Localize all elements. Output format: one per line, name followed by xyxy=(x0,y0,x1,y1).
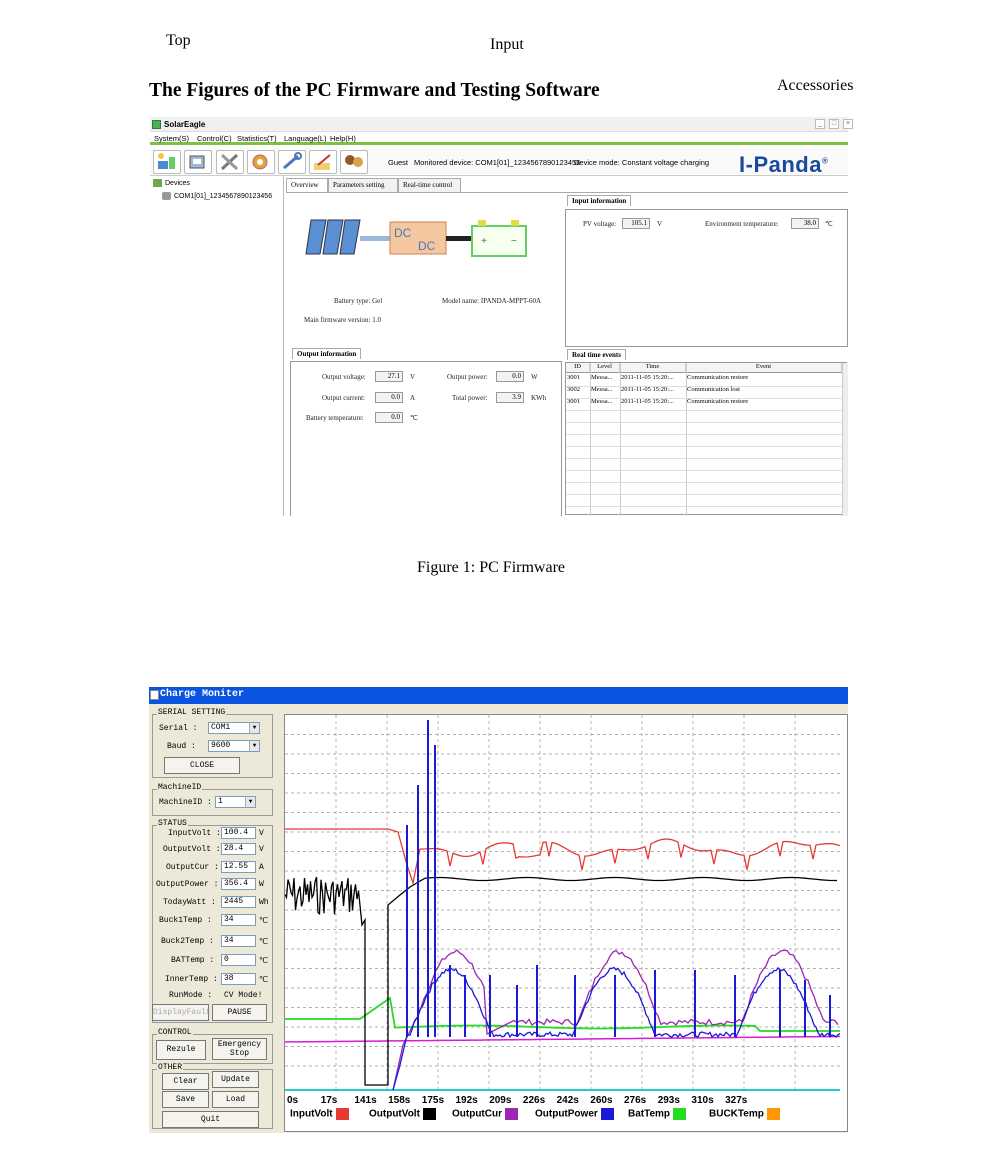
x-tick-label: 226s xyxy=(522,1095,546,1106)
menu-control[interactable]: Control(C) xyxy=(197,134,232,143)
x-tick-label: 192s xyxy=(455,1095,478,1106)
legend-outputcur-swatch xyxy=(505,1108,518,1120)
system-diagram xyxy=(306,212,546,267)
maximize-icon[interactable]: □ xyxy=(829,119,839,129)
baud-label: Baud : xyxy=(167,742,196,751)
pv-voltage-value: 105.1 xyxy=(622,218,650,229)
legend-inputvolt-label: InputVolt xyxy=(290,1108,333,1120)
status-label-todaywatt: TodayWatt : xyxy=(163,898,216,907)
tab-real-time-control[interactable]: Real-time control xyxy=(398,178,461,192)
legend-outputvolt-swatch xyxy=(423,1108,436,1120)
event-row-3-id: 3001 xyxy=(567,398,580,405)
output-voltage-label: Output voltage: xyxy=(322,373,366,381)
baud-select-value: 9600 xyxy=(211,741,231,750)
event-row-3-level: Messa... xyxy=(591,398,613,405)
status-label-innertemp: InnerTemp : xyxy=(165,975,218,984)
events-col-time[interactable]: Time xyxy=(620,363,686,373)
accessories-link[interactable]: Accessories xyxy=(777,77,854,94)
legend-battemp-swatch xyxy=(673,1108,686,1120)
status-label-outputvolt: OutputVolt : xyxy=(163,845,221,854)
figure1-caption: Figure 1: PC Firmware xyxy=(417,559,565,576)
output-info-tab: Output information xyxy=(292,348,361,359)
status-title: STATUS xyxy=(158,819,187,828)
pv-voltage-unit: V xyxy=(657,220,663,228)
status-label-outputcur: OutputCur : xyxy=(166,863,219,872)
events-table xyxy=(565,362,847,515)
status-value-outputpower: 356.4 xyxy=(221,878,256,890)
app-icon xyxy=(150,690,159,700)
output-info-panel xyxy=(290,361,562,516)
tab-parameters-setting[interactable]: Parameters setting xyxy=(328,178,398,192)
dc-label-1: DC xyxy=(394,226,412,240)
status-unit-buck2temp: ℃ xyxy=(259,938,268,947)
events-scrollbar[interactable] xyxy=(842,363,848,516)
update-button[interactable]: Update xyxy=(212,1071,259,1088)
x-tick-label: 0s xyxy=(287,1095,299,1106)
close-port-button[interactable]: CLOSE xyxy=(164,757,240,774)
events-tab: Real time events xyxy=(567,349,626,360)
top-link[interactable]: Top xyxy=(166,32,191,49)
serial-select[interactable] xyxy=(208,722,260,734)
status-unit-inputvolt: V xyxy=(259,829,264,838)
input-info-tab: Input information xyxy=(567,195,631,206)
x-tick-label: 260s xyxy=(590,1095,613,1106)
total-power-label: Total power: xyxy=(452,394,488,402)
machineid-select[interactable] xyxy=(215,796,256,808)
brand-name: I-Panda xyxy=(739,152,822,177)
close-icon[interactable]: × xyxy=(843,119,853,129)
event-row-2-time: 2011-11-05 15:20:... xyxy=(621,386,674,393)
output-current-label: Output current: xyxy=(322,394,365,402)
emergency-line-1: Emergency xyxy=(217,1040,262,1049)
charge-monitor-title-bar xyxy=(149,687,848,704)
save-button[interactable]: Save xyxy=(162,1091,209,1108)
machineid-select-value: 1 xyxy=(218,797,223,806)
ipanda-logo: I-Panda® xyxy=(739,152,829,177)
legend-outputvolt xyxy=(369,1108,436,1120)
legend-outputvolt-label: OutputVolt xyxy=(369,1108,420,1120)
status-value-battemp: 0 xyxy=(221,954,256,966)
output-voltage-value: 27.1 xyxy=(375,371,403,382)
model-name: Model name: IPANDA-MPPT-60A xyxy=(442,297,542,305)
status-label-buck1temp: Buck1Temp : xyxy=(159,916,212,925)
legend-inputvolt-swatch xyxy=(336,1108,349,1120)
x-tick-label: 276s xyxy=(624,1095,647,1106)
status-value-buck1temp: 34 xyxy=(221,914,256,926)
tree-root-label: Devices xyxy=(165,179,190,187)
battery-minus: − xyxy=(511,236,517,247)
tab-overview[interactable]: Overview xyxy=(286,178,328,192)
status-value-buck2temp: 34 xyxy=(221,935,256,947)
x-tick-label: 293s xyxy=(657,1095,680,1106)
runmode-value: CV Mode! xyxy=(224,991,263,1000)
battery-temp-value: 0.0 xyxy=(375,412,403,423)
trace-battemp xyxy=(285,998,840,1031)
charge-chart xyxy=(284,714,848,1132)
cable-dark-icon xyxy=(446,236,472,241)
battery-temp-label: Battery temperature: xyxy=(306,414,364,422)
status-label-outputpower: OutputPower : xyxy=(156,880,219,889)
events-col-id[interactable]: ID xyxy=(566,363,590,373)
serial-setting-title: SERIAL SETTING xyxy=(158,708,226,717)
battery-temp-unit: ℃ xyxy=(410,414,418,422)
output-current-value: 0.0 xyxy=(375,392,403,403)
output-voltage-unit: V xyxy=(410,373,416,381)
env-temp-unit: ℃ xyxy=(825,220,833,228)
quit-button[interactable]: Quit xyxy=(162,1111,259,1128)
load-button[interactable]: Load xyxy=(212,1091,259,1108)
env-temp-value: 38.0 xyxy=(791,218,819,229)
status-label-battemp: BATTemp : xyxy=(171,956,215,965)
battery-icon xyxy=(472,220,526,256)
status-value-outputvolt: 28.4 xyxy=(221,843,256,855)
trace-magenta xyxy=(285,1036,840,1042)
serial-label: Serial : xyxy=(159,724,198,733)
legend-inputvolt xyxy=(290,1108,349,1120)
chevron-down-icon: ▼ xyxy=(249,741,259,751)
machineid-title: MachineID xyxy=(158,783,202,792)
x-tick-label: 17s xyxy=(320,1095,338,1106)
status-guest: Guest xyxy=(388,158,409,167)
status-value-innertemp: 38 xyxy=(221,973,256,985)
solar-panel-icon xyxy=(306,220,360,254)
rezule-button[interactable]: Rezule xyxy=(156,1040,206,1060)
other-title: OTHER xyxy=(158,1063,183,1072)
control-title: CONTROL xyxy=(158,1028,192,1037)
event-row-2-level: Messa... xyxy=(591,386,613,393)
x-tick-label: 327s xyxy=(725,1095,748,1106)
status-label-inputvolt: InputVolt : xyxy=(168,829,221,838)
x-tick-label: 158s xyxy=(388,1095,411,1106)
output-power-unit: W xyxy=(531,373,538,381)
chevron-down-icon: ▼ xyxy=(249,723,259,733)
legend-outputpower-swatch xyxy=(601,1108,614,1120)
x-tick-label: 310s xyxy=(691,1095,714,1106)
trace-inputvolt xyxy=(285,829,840,883)
legend-bucktemp-swatch xyxy=(767,1108,780,1120)
event-row-3-event: Communication restore xyxy=(687,398,749,405)
runmode-label: RunMode : xyxy=(169,991,213,1000)
status-unit-todaywatt: Wh xyxy=(259,898,269,907)
output-current-unit: A xyxy=(410,394,416,402)
menu-statistics[interactable]: Statistics(T) xyxy=(237,134,277,143)
status-unit-outputvolt: V xyxy=(259,845,264,854)
baud-select[interactable] xyxy=(208,740,260,752)
pv-voltage-label: PV voltage: xyxy=(583,220,617,228)
status-unit-buck1temp: ℃ xyxy=(259,917,268,926)
cable-icon xyxy=(360,236,390,241)
battery-type: Battery type: Gel xyxy=(334,297,383,305)
x-tick-label: 209s xyxy=(489,1095,512,1106)
legend-battemp-label: BatTemp xyxy=(628,1108,671,1120)
legend-outputcur xyxy=(452,1108,518,1120)
status-unit-battemp: ℃ xyxy=(259,957,268,966)
menu-help[interactable]: Help(H) xyxy=(330,134,356,143)
battery-plus: + xyxy=(481,236,487,247)
firmware-version: Main firmware version: 1.0 xyxy=(304,316,381,324)
pause-button[interactable]: PAUSE xyxy=(212,1004,267,1021)
legend-bucktemp xyxy=(709,1108,780,1120)
status-value-todaywatt: 2445 xyxy=(221,896,256,908)
charge-monitor-title: Charge Moniter xyxy=(160,689,245,700)
minimize-icon[interactable]: _ xyxy=(815,119,825,129)
tree-device-label: COM1[01]_1234567890123456 xyxy=(174,192,273,200)
events-col-level[interactable]: Level xyxy=(590,363,620,373)
serial-select-value: COM1 xyxy=(211,723,231,732)
menu-system[interactable]: System(S) xyxy=(154,134,190,143)
display-fault-button[interactable]: DisplayFault xyxy=(152,1004,209,1021)
menu-language[interactable]: Language(L) xyxy=(284,134,327,143)
x-tick-label: 141s xyxy=(354,1095,377,1106)
events-col-event[interactable]: Event xyxy=(686,363,842,373)
legend-outputpower-label: OutputPower xyxy=(535,1108,598,1120)
emergency-line-2: Stop xyxy=(229,1049,250,1058)
total-power-unit: KWh xyxy=(531,394,547,402)
legend-bucktemp-label: BUCKTemp xyxy=(709,1108,764,1120)
env-temp-label: Environment temperature: xyxy=(705,220,779,228)
event-row-2-id: 3002 xyxy=(567,386,580,393)
trace-outputvolt xyxy=(285,877,837,1085)
charge-chart-svg xyxy=(285,715,847,1131)
window-title: SolarEagle xyxy=(164,120,206,129)
legend-outputpower xyxy=(535,1108,614,1120)
output-power-value: 0.0 xyxy=(496,371,524,382)
emergency-stop-button[interactable] xyxy=(212,1038,267,1060)
status-device-mode: Device mode: Constant voltage charging xyxy=(574,158,710,167)
status-value-inputvolt: 100.4 xyxy=(221,827,256,839)
event-row-1-event: Communication restore xyxy=(687,374,749,381)
event-row-2-event: Communication lost xyxy=(687,386,740,393)
chevron-down-icon: ▼ xyxy=(245,797,255,807)
status-label-buck2temp: Buck2Temp : xyxy=(161,937,214,946)
event-row-1-id: 3001 xyxy=(567,374,580,381)
legend-outputcur-label: OutputCur xyxy=(452,1108,502,1120)
total-power-value: 3.9 xyxy=(496,392,524,403)
status-unit-outputcur: A xyxy=(259,863,264,872)
legend-battemp xyxy=(628,1108,686,1120)
event-row-3-time: 2011-11-05 15:20:... xyxy=(621,398,674,405)
event-row-1-level: Messa... xyxy=(591,374,613,381)
input-link[interactable]: Input xyxy=(490,36,524,53)
machineid-label: MachineID : xyxy=(159,798,212,807)
output-power-label: Output power: xyxy=(447,373,488,381)
status-unit-outputpower: W xyxy=(259,880,264,889)
status-unit-innertemp: ℃ xyxy=(259,976,268,985)
x-tick-label: 175s xyxy=(421,1095,445,1106)
x-tick-label: 242s xyxy=(556,1095,579,1106)
dc-label-2: DC xyxy=(418,239,436,253)
event-row-1-time: 2011-11-05 15:20:... xyxy=(621,374,674,381)
input-info-panel xyxy=(565,209,848,347)
status-monitored-device: Monitored device: COM1[01]_1234567890123456 xyxy=(414,158,581,167)
status-value-outputcur: 12.55 xyxy=(221,861,256,873)
section-title: The Figures of the PC Firmware and Testing Software xyxy=(149,80,600,101)
clear-button[interactable]: Clear xyxy=(162,1073,209,1090)
